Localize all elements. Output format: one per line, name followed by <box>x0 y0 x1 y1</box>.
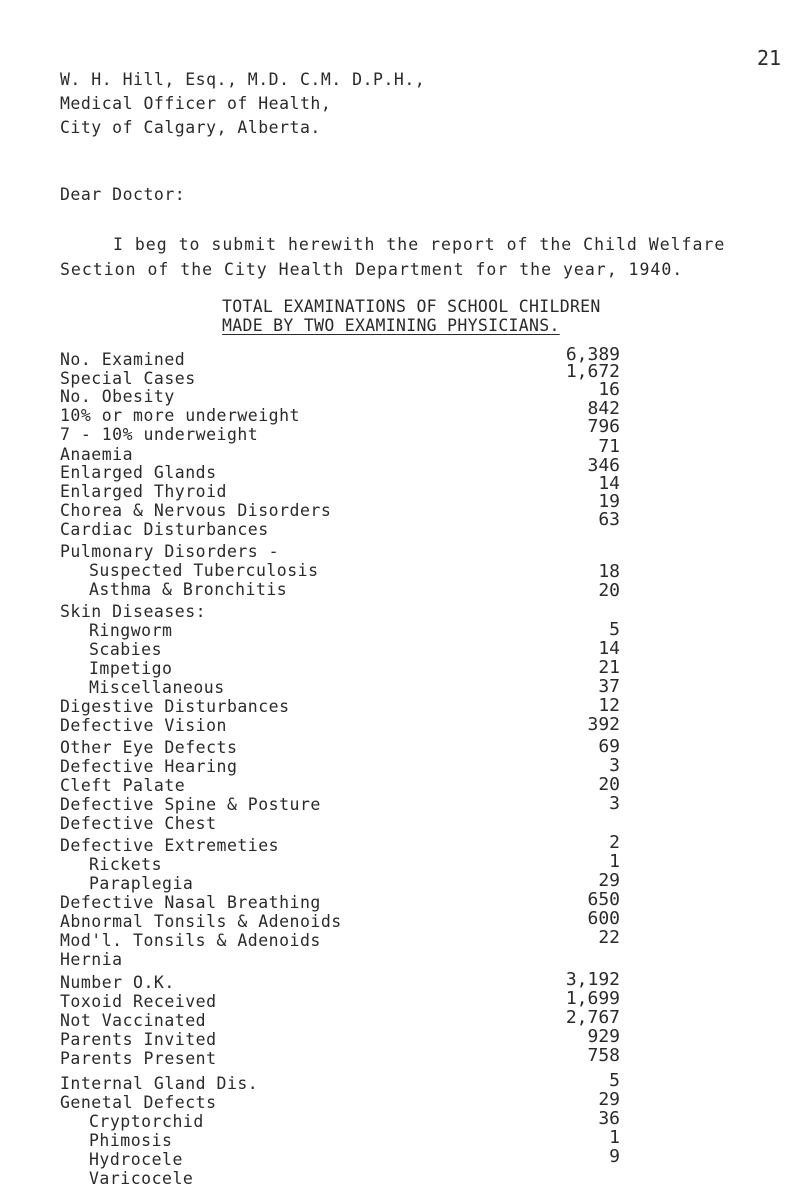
salutation: Dear Doctor: <box>60 185 186 204</box>
row-label: Defective Nasal Breathing <box>60 893 321 912</box>
row-label: Ringworm <box>89 621 173 640</box>
section-heading-line-2: MADE BY TWO EXAMINING PHYSICIANS. <box>222 316 560 335</box>
row-value: 758 <box>587 1045 620 1066</box>
row-value: 12 <box>598 695 620 716</box>
row-label: Parents Present <box>60 1049 217 1068</box>
row-label: Suspected Tuberculosis <box>89 561 319 580</box>
address-line-city: City of Calgary, Alberta. <box>60 118 321 137</box>
row-value: 842 <box>587 398 620 419</box>
row-value: 29 <box>598 1089 620 1110</box>
row-label: Hernia <box>60 950 123 969</box>
row-label: Other Eye Defects <box>60 738 238 757</box>
intro-line-2: Section of the City Health Department for the year, 1940. <box>60 260 684 279</box>
row-value: 5 <box>609 1070 620 1091</box>
row-label: Miscellaneous <box>89 678 225 697</box>
row-value: 20 <box>598 774 620 795</box>
row-label: Defective Extremeties <box>60 836 280 855</box>
row-label: 10% or more underweight <box>60 406 300 425</box>
row-value: 20 <box>598 580 620 601</box>
row-label: Phimosis <box>89 1131 173 1150</box>
row-label: Cleft Palate <box>60 776 186 795</box>
row-label: No. Obesity <box>60 387 175 406</box>
row-value: 63 <box>598 509 620 530</box>
intro-line-1: I beg to submit herewith the report of the Child Welfare <box>113 235 726 254</box>
address-line-name: W. H. Hill, Esq., M.D. C.M. D.P.H., <box>60 70 426 89</box>
row-label: Hydrocele <box>89 1150 183 1169</box>
row-value: 600 <box>587 908 620 929</box>
row-value: 3 <box>609 793 620 814</box>
row-label: Defective Spine & Posture <box>60 795 321 814</box>
row-label: Scabies <box>89 640 163 659</box>
row-label: Asthma & Bronchitis <box>89 580 288 599</box>
row-label: 7 - 10% underweight <box>60 425 259 444</box>
row-label: Varicocele <box>89 1169 194 1188</box>
row-value: 2,767 <box>565 1007 620 1028</box>
row-value: 650 <box>587 889 620 910</box>
row-label: No. Examined <box>60 350 186 369</box>
row-value: 392 <box>587 714 620 735</box>
row-value: 5 <box>609 619 620 640</box>
address-line-title: Medical Officer of Health, <box>60 94 332 113</box>
row-label: Toxoid Received <box>60 992 217 1011</box>
row-value: 16 <box>598 379 620 400</box>
row-value: 18 <box>598 561 620 582</box>
row-value: 22 <box>598 927 620 948</box>
row-value: 69 <box>598 736 620 757</box>
row-value: 14 <box>598 473 620 494</box>
row-value: 929 <box>587 1026 620 1047</box>
row-value: 71 <box>598 436 620 457</box>
row-label: Special Cases <box>60 369 196 388</box>
row-value: 3 <box>609 755 620 776</box>
row-value: 1 <box>609 1127 620 1148</box>
row-value: 796 <box>587 416 620 437</box>
row-label: Genetal Defects <box>60 1093 217 1112</box>
row-value: 19 <box>598 491 620 512</box>
row-label: Rickets <box>89 855 163 874</box>
page-number: 21 <box>757 46 782 70</box>
row-value: 29 <box>598 870 620 891</box>
section-heading-line-1: TOTAL EXAMINATIONS OF SCHOOL CHILDREN <box>222 297 601 316</box>
row-label: Enlarged Thyroid <box>60 482 227 501</box>
row-value: 14 <box>598 638 620 659</box>
row-value: 36 <box>598 1108 620 1129</box>
row-value: 37 <box>598 676 620 697</box>
row-label: Paraplegia <box>89 874 194 893</box>
row-label: Anaemia <box>60 445 134 464</box>
row-label: Abnormal Tonsils & Adenoids <box>60 912 342 931</box>
row-label: Digestive Disturbances <box>60 697 290 716</box>
row-label: Mod'l. Tonsils & Adenoids <box>60 931 321 950</box>
row-label: Cardiac Disturbances <box>60 520 269 539</box>
row-label: Number O.K. <box>60 973 175 992</box>
row-value: 346 <box>587 455 620 476</box>
row-value: 3,192 <box>565 969 620 990</box>
row-label: Defective Hearing <box>60 757 238 776</box>
row-value: 1 <box>609 851 620 872</box>
row-label: Not Vaccinated <box>60 1011 207 1030</box>
row-value: 21 <box>598 657 620 678</box>
row-label: Pulmonary Disorders - <box>60 542 280 561</box>
row-value: 9 <box>609 1146 620 1167</box>
row-label: Parents Invited <box>60 1030 217 1049</box>
row-label: Internal Gland Dis. <box>60 1074 259 1093</box>
row-value: 2 <box>609 832 620 853</box>
row-value: 1,699 <box>565 988 620 1009</box>
row-label: Cryptorchid <box>89 1112 204 1131</box>
row-value: 6,389 <box>565 344 620 365</box>
row-label: Enlarged Glands <box>60 463 217 482</box>
row-label: Defective Chest <box>60 814 217 833</box>
row-label: Defective Vision <box>60 716 227 735</box>
row-label: Chorea & Nervous Disorders <box>60 501 332 520</box>
row-label: Skin Diseases: <box>60 602 207 621</box>
row-value: 1,672 <box>565 361 620 382</box>
row-label: Impetigo <box>89 659 173 678</box>
